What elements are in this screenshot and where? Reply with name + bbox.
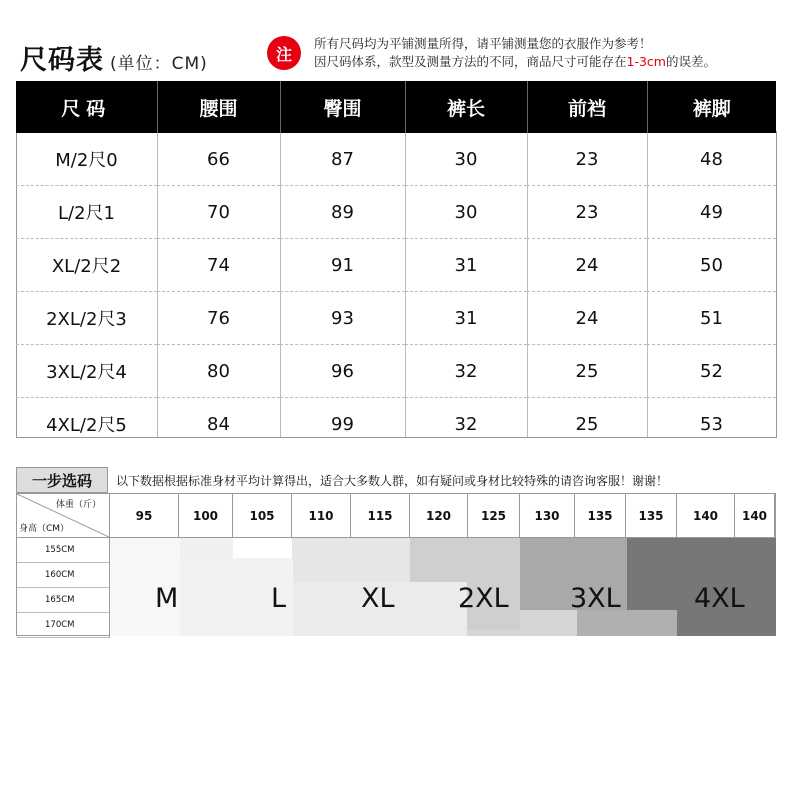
weight-cell: 110: [292, 494, 351, 538]
size-region: [292, 538, 410, 582]
weight-cell: 115: [351, 494, 410, 538]
measure-cell: 87: [331, 148, 354, 170]
note-badge: 注: [267, 36, 301, 70]
measure-cell: 89: [280, 186, 405, 239]
size-region-label: M: [155, 583, 179, 614]
measure-cell: 50: [647, 239, 776, 292]
size-name-cell: 3XL/2尺4: [16, 345, 157, 398]
guide-description: 以下数据根据标准身材平均计算得出，适合大多数人群，如有疑问或身材比较特殊的请咨询客服！谢谢！: [116, 473, 669, 488]
weight-cell: 100: [179, 494, 233, 538]
measure-cell: 80: [157, 345, 280, 398]
height-axis-label: 身高（CM）: [19, 524, 70, 534]
measure-cell: 91: [280, 239, 405, 292]
measure-cell: 70: [157, 186, 280, 239]
height-cell: 165CM: [17, 588, 110, 613]
column-header: 裤长: [405, 81, 527, 133]
measure-cell: 30: [454, 148, 478, 170]
column-header: 腰围: [157, 81, 280, 133]
measure-cell: 84: [157, 398, 280, 451]
tolerance-value: 1-3cm: [626, 54, 666, 69]
measure-cell: 48: [700, 148, 723, 170]
measure-cell: 96: [280, 345, 405, 398]
note-line-2: 因尺码体系，款型及测量方法的不同，商品尺寸可能存在1-3cm的误差。: [314, 54, 716, 69]
column-header: 尺码: [16, 81, 157, 133]
size-region: [180, 538, 233, 558]
weight-cell: 130: [520, 494, 575, 538]
size-name-cell: L/2尺1: [16, 186, 157, 239]
measure-cell: 24: [527, 239, 647, 292]
measure-cell: 25: [527, 345, 647, 398]
weight-axis-label: 体重（斤）: [55, 500, 101, 510]
size-name-cell: 4XL/2尺5: [16, 398, 157, 451]
guide-tag: 一步选码: [16, 467, 108, 493]
table-row: [16, 398, 776, 451]
weight-cell: 140: [677, 494, 735, 538]
measure-cell: 30: [405, 186, 527, 239]
size-region-label: XL: [361, 583, 395, 614]
note-line-1: 所有尺码均为平铺测量所得，请平铺测量您的衣服作为参考！: [314, 36, 652, 51]
grid-corner: [17, 494, 110, 538]
table-row: [16, 292, 776, 345]
size-table: [16, 81, 776, 450]
measure-cell: 66: [207, 148, 230, 170]
height-cell: 160CM: [17, 563, 110, 588]
size-region-label: 2XL: [458, 583, 509, 614]
height-cell: 155CM: [17, 538, 110, 563]
weight-cell: 120: [410, 494, 468, 538]
size-name-cell: XL/2尺2: [16, 239, 157, 292]
weight-cell: 140: [735, 494, 775, 538]
column-header: 前裆: [527, 81, 647, 133]
unit-label: (单位：CM): [110, 54, 208, 74]
size-name-cell: M/2尺0: [55, 150, 118, 171]
table-row: [16, 133, 776, 186]
size-region-label: 3XL: [570, 583, 621, 614]
size-name-cell: 2XL/2尺3: [16, 292, 157, 345]
title-text: 尺码表: [20, 45, 104, 76]
measure-cell: 74: [157, 239, 280, 292]
measure-cell: 25: [527, 398, 647, 451]
size-guide-header: [16, 467, 668, 493]
weight-cell: 135: [626, 494, 677, 538]
column-header: 裤脚: [647, 81, 776, 133]
weight-cell: 95: [110, 494, 179, 538]
measure-cell: 93: [280, 292, 405, 345]
measure-cell: 23: [527, 186, 647, 239]
measure-cell: 51: [647, 292, 776, 345]
measure-cell: 99: [280, 398, 405, 451]
measure-cell: 24: [527, 292, 647, 345]
measure-cell: 31: [405, 292, 527, 345]
page-title: [20, 38, 208, 77]
table-row: [16, 186, 776, 239]
weight-cell: 125: [468, 494, 520, 538]
column-header: 臀围: [280, 81, 405, 133]
table-row: [16, 345, 776, 398]
weight-cell: 105: [233, 494, 292, 538]
height-cell: 170CM: [17, 613, 110, 638]
measure-cell: 32: [405, 345, 527, 398]
measure-cell: 53: [647, 398, 776, 451]
measure-cell: 31: [405, 239, 527, 292]
measure-cell: 23: [575, 148, 599, 170]
measure-cell: 52: [647, 345, 776, 398]
measure-cell: 49: [647, 186, 776, 239]
size-guide-grid: [16, 493, 776, 636]
table-row: [16, 239, 776, 292]
weight-cell: 135: [575, 494, 626, 538]
size-region-label: L: [271, 583, 287, 614]
size-region-label: 4XL: [694, 583, 745, 614]
measurement-note: [314, 35, 716, 71]
measure-cell: 32: [405, 398, 527, 451]
measure-cell: 76: [157, 292, 280, 345]
